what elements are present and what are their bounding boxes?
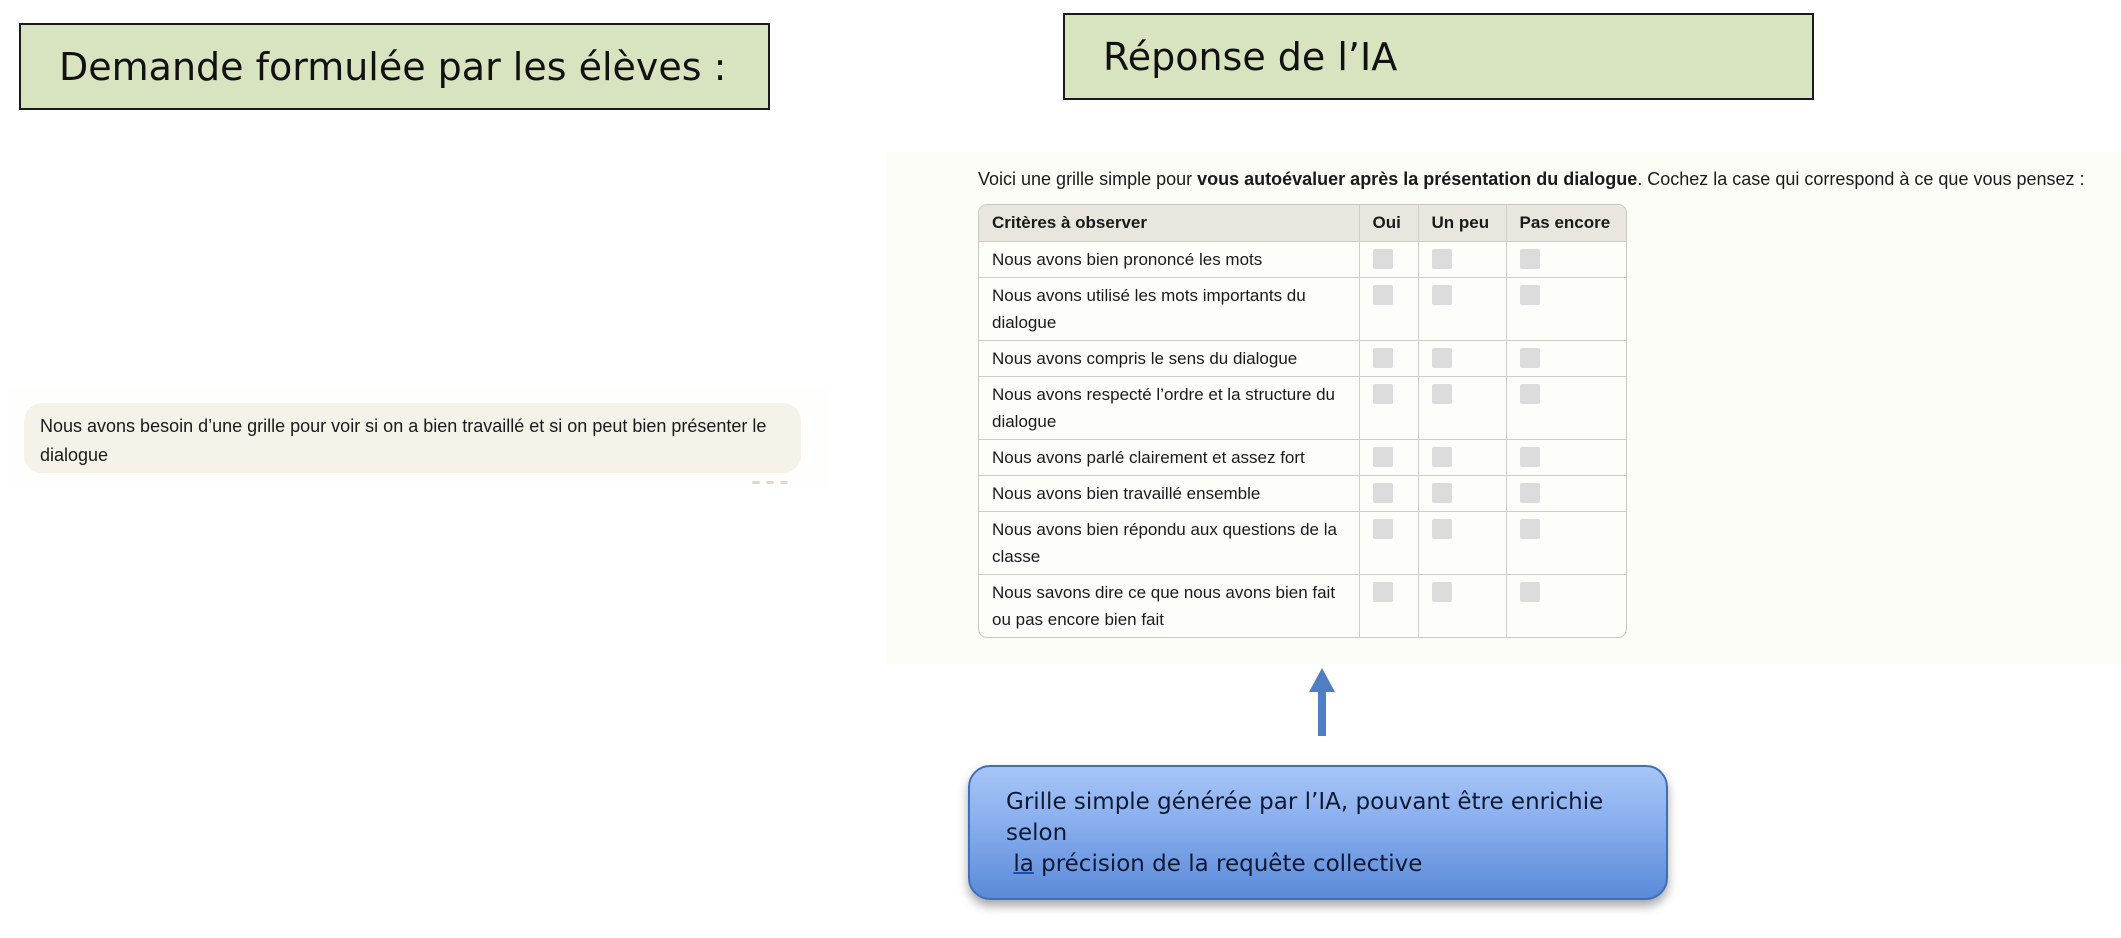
cell-un-peu — [1418, 511, 1506, 574]
cell-oui — [1359, 340, 1418, 376]
up-arrow-icon — [1309, 668, 1335, 736]
message-action-dot — [780, 481, 788, 484]
cell-oui — [1359, 241, 1418, 277]
checkbox-pas-encore[interactable] — [1520, 519, 1540, 539]
header-criteria: Critères à observer — [979, 205, 1359, 241]
cell-oui — [1359, 376, 1418, 439]
criterion-label: Nous savons dire ce que nous avons bien fait ou pas encore bien fait — [979, 574, 1359, 637]
table-row — [979, 277, 1626, 340]
checkbox-oui[interactable] — [1373, 249, 1393, 269]
cell-pas-encore — [1506, 376, 1626, 439]
checkbox-un-peu[interactable] — [1432, 519, 1452, 539]
intro-text-bold: vous autoévaluer après la présentation du dialogue — [1197, 169, 1638, 189]
table-row — [979, 439, 1626, 475]
callout-underlined-word: la — [1013, 851, 1034, 877]
checkbox-pas-encore[interactable] — [1520, 582, 1540, 602]
callout-line-1: Grille simple générée par l’IA, pouvant être enrichie selon — [1006, 789, 1604, 846]
ai-response-intro — [978, 164, 2118, 194]
cell-pas-encore — [1506, 511, 1626, 574]
checkbox-pas-encore[interactable] — [1520, 384, 1540, 404]
header-pas-encore: Pas encore — [1506, 205, 1626, 241]
self-assessment-table — [979, 205, 1626, 637]
checkbox-pas-encore[interactable] — [1520, 483, 1540, 503]
criterion-label: Nous avons compris le sens du dialogue — [979, 340, 1359, 376]
checkbox-un-peu[interactable] — [1432, 384, 1452, 404]
criterion-label: Nous avons bien travaillé ensemble — [979, 475, 1359, 511]
cell-un-peu — [1418, 574, 1506, 637]
intro-text-start: Voici une grille simple pour — [978, 169, 1198, 189]
checkbox-oui[interactable] — [1373, 384, 1393, 404]
cell-un-peu — [1418, 340, 1506, 376]
cell-pas-encore — [1506, 241, 1626, 277]
intro-text-end: . Cochez la case qui correspond à ce que vous pensez : — [1637, 169, 2085, 189]
cell-pas-encore — [1506, 340, 1626, 376]
student-message-bubble — [24, 403, 801, 473]
checkbox-oui[interactable] — [1373, 519, 1393, 539]
cell-oui — [1359, 277, 1418, 340]
criterion-label: Nous avons bien prononcé les mots — [979, 241, 1359, 277]
checkbox-pas-encore[interactable] — [1520, 249, 1540, 269]
explanation-callout — [968, 765, 1668, 900]
callout-line-2 — [1006, 849, 1630, 880]
cell-un-peu — [1418, 277, 1506, 340]
grid-header-row — [979, 205, 1626, 241]
checkbox-oui[interactable] — [1373, 483, 1393, 503]
ai-response-title-text: Réponse de l’IA — [1103, 34, 1398, 79]
self-assessment-grid — [978, 204, 1627, 638]
table-row — [979, 376, 1626, 439]
cell-oui — [1359, 475, 1418, 511]
checkbox-un-peu[interactable] — [1432, 582, 1452, 602]
message-action-dot — [752, 481, 760, 484]
checkbox-un-peu[interactable] — [1432, 483, 1452, 503]
table-row — [979, 475, 1626, 511]
message-actions — [752, 481, 798, 485]
student-request-title-text: Demande formulée par les élèves : — [59, 44, 727, 89]
criterion-label: Nous avons bien répondu aux questions de la classe — [979, 511, 1359, 574]
student-message-text: Nous avons besoin d’une grille pour voir si on a bien travaillé et si on peut bien présenter le dialogue — [40, 416, 767, 465]
header-oui: Oui — [1359, 205, 1418, 241]
checkbox-un-peu[interactable] — [1432, 348, 1452, 368]
cell-un-peu — [1418, 475, 1506, 511]
cell-oui — [1359, 439, 1418, 475]
checkbox-un-peu[interactable] — [1432, 447, 1452, 467]
cell-pas-encore — [1506, 475, 1626, 511]
cell-un-peu — [1418, 376, 1506, 439]
cell-pas-encore — [1506, 574, 1626, 637]
student-request-title — [19, 23, 770, 110]
checkbox-pas-encore[interactable] — [1520, 447, 1540, 467]
criterion-label: Nous avons utilisé les mots importants du dialogue — [979, 277, 1359, 340]
checkbox-pas-encore[interactable] — [1520, 285, 1540, 305]
table-row — [979, 340, 1626, 376]
callout-line-2-rest: précision de la requête collective — [1033, 851, 1423, 877]
cell-oui — [1359, 574, 1418, 637]
checkbox-un-peu[interactable] — [1432, 249, 1452, 269]
checkbox-pas-encore[interactable] — [1520, 348, 1540, 368]
criterion-label: Nous avons parlé clairement et assez fort — [979, 439, 1359, 475]
table-row — [979, 574, 1626, 637]
table-row — [979, 511, 1626, 574]
checkbox-oui[interactable] — [1373, 285, 1393, 305]
cell-un-peu — [1418, 241, 1506, 277]
cell-un-peu — [1418, 439, 1506, 475]
checkbox-oui[interactable] — [1373, 582, 1393, 602]
message-action-dot — [766, 481, 774, 484]
header-un-peu: Un peu — [1418, 205, 1506, 241]
criterion-label: Nous avons respecté l’ordre et la structure du dialogue — [979, 376, 1359, 439]
cell-pas-encore — [1506, 277, 1626, 340]
table-row — [979, 241, 1626, 277]
cell-oui — [1359, 511, 1418, 574]
ai-response-title — [1063, 13, 1814, 100]
cell-pas-encore — [1506, 439, 1626, 475]
checkbox-oui[interactable] — [1373, 348, 1393, 368]
checkbox-un-peu[interactable] — [1432, 285, 1452, 305]
checkbox-oui[interactable] — [1373, 447, 1393, 467]
